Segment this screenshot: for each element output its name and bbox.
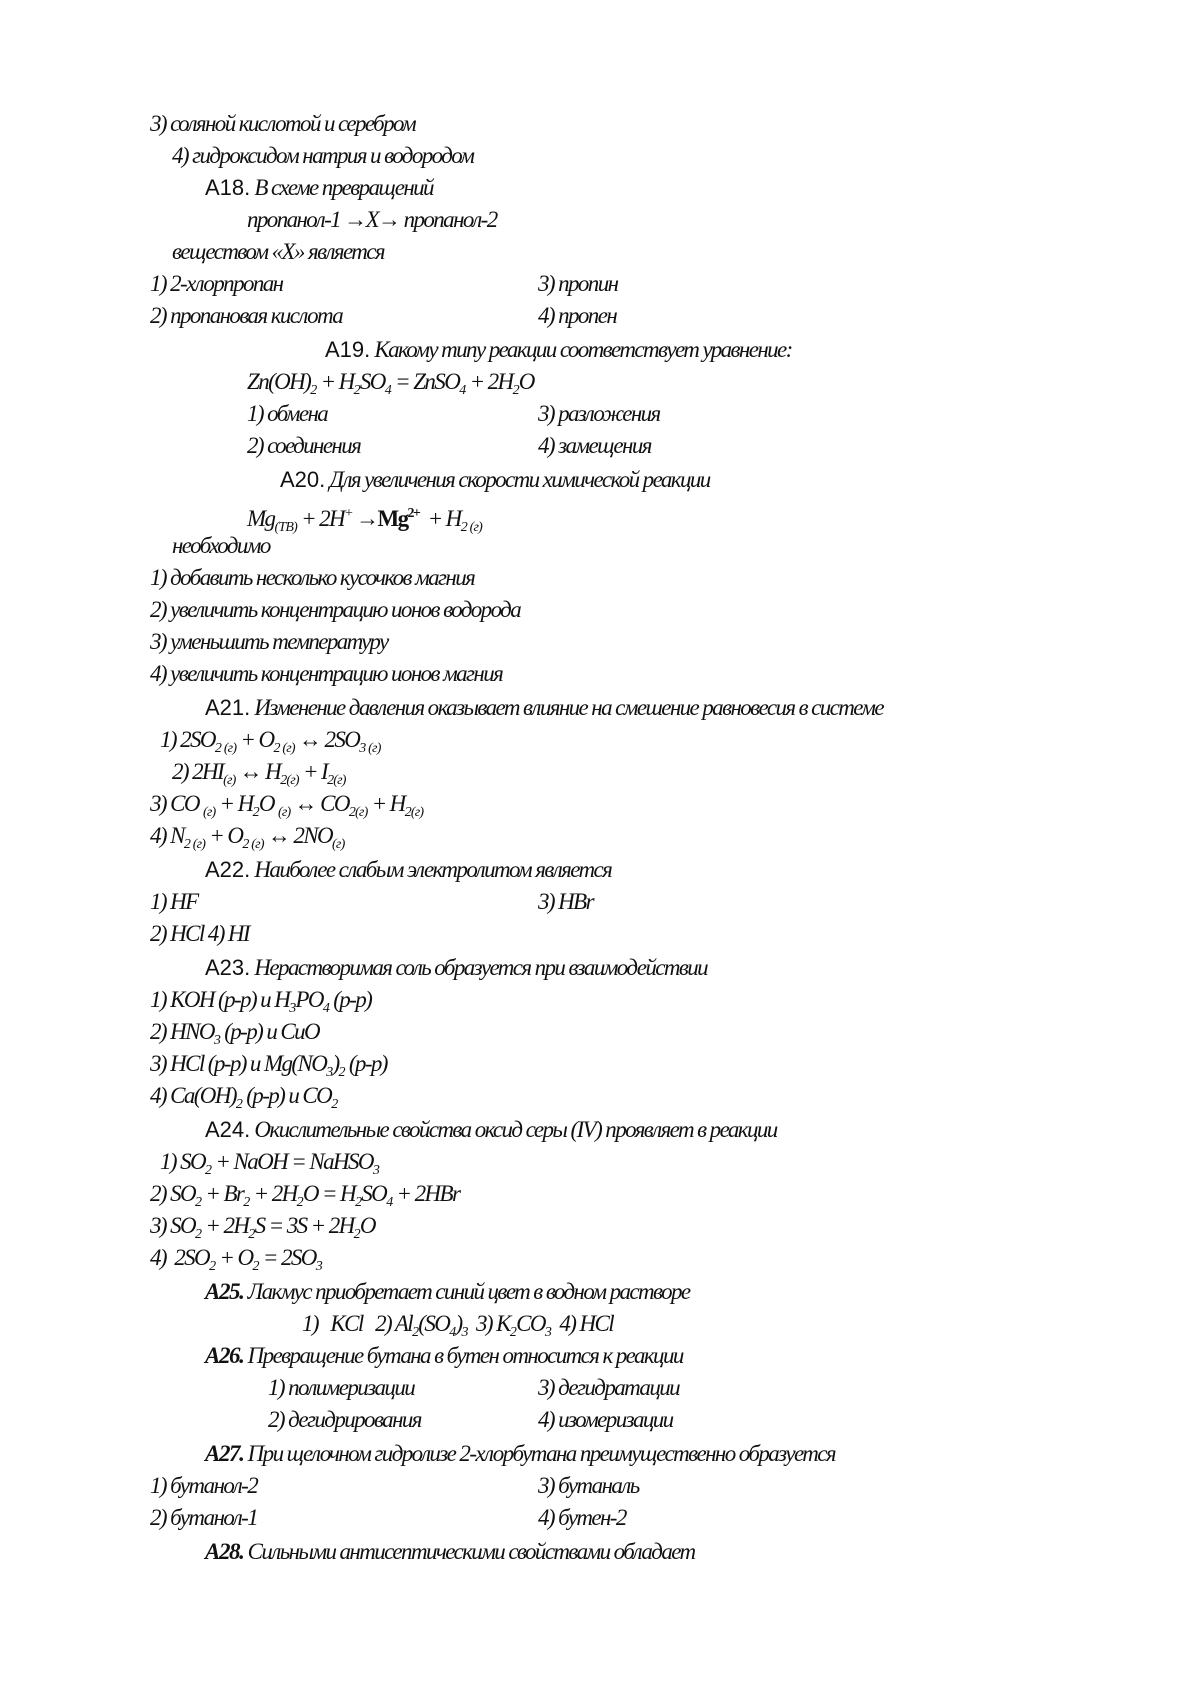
transformation-scheme: пропанол-1 →Х→ пропанол-2 — [247, 207, 497, 232]
question-number: А23. — [205, 955, 251, 980]
answer-options-row: 1) KCl 2) $Al_2(SO_4)_3$ 3) $K_2CO_3$ 4) HCl — [302, 1311, 614, 1340]
answer-option: 3) HBr — [538, 889, 593, 914]
question-text: Сильными антисептическими свойствами обладает — [247, 1539, 695, 1564]
question-a19 — [325, 336, 792, 364]
answer-option: 3) уменьшить температуру — [150, 629, 388, 654]
answer-option: 3) $SO_2 + 2H_2S = 3S + 2H_2O$ — [150, 1213, 375, 1242]
answer-option: 3) HCl (р-р) и $Mg(NO_3)_2$ (р-р) — [150, 1051, 387, 1080]
question-a25 — [205, 1278, 690, 1306]
answer-option: 1) бутанол-2 — [150, 1473, 258, 1498]
chemical-equation: $Mg_{(ТВ)} + 2H^+ \to Mg^{2+} + H_{2 (г)}$ — [247, 506, 482, 535]
answer-option: 2) соединения — [247, 433, 361, 458]
question-number: А25. — [205, 1279, 244, 1304]
question-a20 — [280, 466, 710, 494]
question-a23 — [205, 954, 707, 982]
answer-option: 1) $SO_2$ + NaOH = NaHSO$_3$ — [160, 1149, 380, 1178]
question-number: А27. — [205, 1441, 244, 1466]
answer-option: 4) гидроксидом натрия и водородом — [172, 143, 474, 168]
answer-option: 1) KOH (р-р) и $H_3PO_4$ (р-р) — [150, 987, 372, 1016]
answer-option: 3) бутаналь — [538, 1473, 639, 1498]
answer-option: 4) увеличить концентрацию ионов магния — [150, 661, 503, 686]
answer-option: 1) полимеризации — [268, 1375, 415, 1400]
question-text: В схеме превращений — [254, 175, 433, 200]
answer-option: 1) 2-хлорпропан — [150, 271, 283, 296]
question-number: А28. — [205, 1539, 244, 1564]
question-number: А22. — [205, 857, 251, 882]
answer-option: 2) HCl 4) HI — [150, 921, 249, 946]
answer-option: 1) обмена — [247, 401, 328, 426]
question-a24 — [205, 1116, 777, 1144]
question-text: При щелочном гидролизе 2-хлорбутана преимущественно образуется — [247, 1441, 835, 1466]
question-number: А26. — [205, 1343, 244, 1368]
question-text: Окислительные свойства оксид серы (IV) проявляет в реакции — [254, 1117, 777, 1142]
answer-option: 2) увеличить концентрацию ионов водорода — [150, 597, 521, 622]
question-text: Изменение давления оказывает влияние на смешение равновесия в системе — [254, 695, 883, 720]
question-number: А19. — [325, 337, 371, 362]
answer-option: 3) CO $_{(г)} + H_2O$ $_{(г)}$ ↔ $CO_{2(г)} + H_{2(г)}$ — [150, 791, 424, 820]
answer-option: 4) изомеризации — [538, 1407, 673, 1432]
answer-option: 4) пропен — [538, 303, 617, 328]
chemical-equation: $Zn(OH)_2 + H_2SO_4$ = ZnSO$_4$ + $2H_2O$ — [247, 369, 534, 398]
answer-option: 2) $HNO_3$ (р-р) и CuO — [150, 1019, 320, 1048]
question-number: А18. — [205, 175, 251, 200]
question-text: Превращение бутана в бутен относится к реакции — [247, 1343, 683, 1368]
question-number: А21. — [205, 695, 251, 720]
answer-option: 4) замещения — [538, 433, 651, 458]
question-a22 — [205, 856, 611, 884]
answer-option: 3) пропин — [538, 271, 618, 296]
answer-option: 4) $N_{2 (г)} + O_{2 (г)}$ ↔ $2NO_{(г)}$ — [150, 823, 345, 852]
question-number: А24. — [205, 1117, 251, 1142]
answer-option: 3) разложения — [538, 401, 660, 426]
answer-option: 4) $Ca(OH)_2$ (р-р) и $CO_2$ — [150, 1083, 338, 1112]
question-prompt: необходимо — [172, 533, 270, 558]
question-text: Наиболее слабым электролитом является — [254, 857, 612, 882]
answer-option: 2) $SO_2 + Br_2 + 2H_2O = H_2SO_4 + 2HBr$ — [150, 1181, 460, 1210]
answer-option: 1) $2SO_{2 (г)} + O_{2 (г)}$ ↔ $2SO_{3 (г)}$ — [160, 727, 381, 756]
answer-option: 1) добавить несколько кусочков магния — [150, 565, 475, 590]
question-text: Лакмус приобретает синий цвет в водном растворе — [247, 1279, 690, 1304]
answer-option: 2) бутанол-1 — [150, 1505, 258, 1530]
answer-option: 4) бутен-2 — [538, 1505, 626, 1530]
question-text: Для увеличения скорости химической реакции — [329, 467, 710, 492]
question-text: Какому типу реакции соответствует уравнение: — [374, 337, 792, 362]
question-a18 — [205, 174, 433, 202]
question-a27 — [205, 1440, 835, 1468]
answer-option: 2) $2HI_{(г)}$ ↔ $H_{2(г)} + I_{2(г)}$ — [172, 759, 346, 788]
question-text: Нерастворимая соль образуется при взаимодействии — [254, 955, 708, 980]
answer-option: 2) пропановая кислота — [150, 303, 343, 328]
question-number: А20. — [280, 467, 326, 492]
answer-option: 1) HF — [150, 889, 198, 914]
answer-option: 3) соляной кислотой и серебром — [150, 111, 416, 136]
question-a28 — [205, 1538, 695, 1566]
answer-option: 3) дегидратации — [538, 1375, 680, 1400]
question-prompt: веществом «Х» является — [172, 239, 384, 264]
question-a21 — [205, 694, 883, 722]
question-a26 — [205, 1342, 683, 1370]
answer-option: 4) $2SO_2 + O_2 = 2SO_3$ — [150, 1245, 322, 1274]
answer-option: 2) дегидрирования — [268, 1407, 421, 1432]
